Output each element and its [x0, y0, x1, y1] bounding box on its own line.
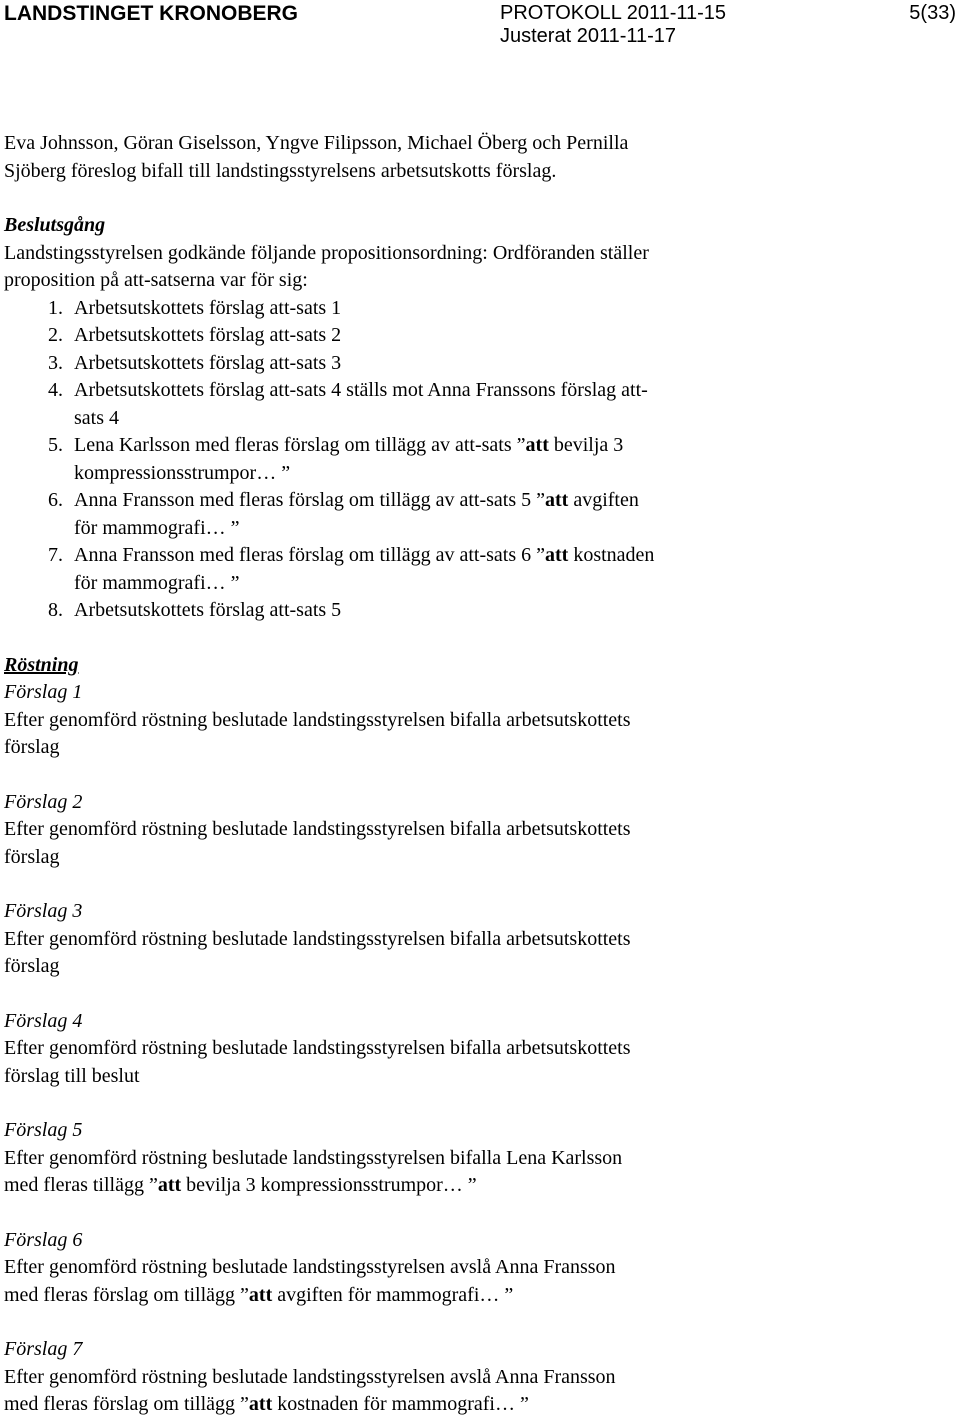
list-number: 2. — [48, 324, 63, 346]
proposal-title: Förslag 3 — [4, 900, 83, 922]
proposal-text-part: med fleras förslag om tillägg ” — [4, 1393, 249, 1415]
proposal-text-part: avgiften för mammografi… ” — [272, 1283, 514, 1306]
list-text: Arbetsutskottets förslag att-sats 3 — [74, 351, 342, 374]
intro-line: Sjöberg föreslog bifall till landstingsstyrelsens arbetsutskotts förslag. — [4, 159, 557, 182]
list-text: bevilja 3 — [548, 434, 624, 456]
att-keyword: att — [157, 1174, 182, 1196]
list-text: för mammografi… ” — [74, 516, 240, 539]
proposal-text: Efter genomförd röstning beslutade landstingsstyrelsen bifalla Lena Karlsson — [4, 1146, 623, 1169]
proposal-title: Förslag 5 — [4, 1119, 83, 1141]
intro-line: Eva Johnsson, Göran Giselsson, Yngve Filipsson, Michael Öberg och Pernilla — [4, 132, 629, 154]
list-item — [4, 597, 954, 625]
proposal-text-part: med fleras tillägg ” — [4, 1174, 158, 1196]
proposal-text — [4, 1282, 954, 1310]
proposal-text: Efter genomförd röstning beslutade landstingsstyrelsen avslå Anna Fransson — [4, 1365, 616, 1388]
list-item — [4, 432, 954, 487]
list-item — [4, 295, 954, 323]
proposal-text: Efter genomförd röstning beslutade landstingsstyrelsen bifalla arbetsutskottets — [4, 927, 631, 950]
list-item — [4, 542, 954, 597]
rostning-heading: Röstning — [4, 653, 79, 676]
proposal-title: Förslag 7 — [4, 1338, 83, 1360]
list-item — [4, 322, 954, 350]
proposal-text — [4, 1391, 954, 1419]
list-number: 1. — [48, 296, 63, 319]
list-text: för mammografi… ” — [74, 571, 240, 594]
proposal-text — [4, 1172, 954, 1200]
att-keyword: att — [248, 1393, 273, 1415]
proposal-text-part: bevilja 3 kompressionsstrumpor… ” — [181, 1174, 477, 1196]
proposal-text: förslag till beslut — [4, 1064, 140, 1087]
list-text: kompressionsstrumpor… ” — [74, 461, 291, 484]
proposal-text-part: med fleras förslag om tillägg ” — [4, 1283, 249, 1306]
list-text: Anna Fransson med fleras förslag om tillägg av att-sats 6 ” — [74, 544, 545, 566]
proposal-text: Efter genomförd röstning beslutade landstingsstyrelsen bifalla arbetsutskottets — [4, 708, 631, 731]
beslutsgang-text: proposition på att-satserna var för sig: — [4, 269, 308, 291]
list-number: 7. — [48, 544, 63, 566]
beslutsgang-text: Landstingsstyrelsen godkände följande propositionsordning: Ordföranden ställer — [4, 241, 649, 264]
proposal-text: förslag — [4, 845, 60, 868]
document-body — [4, 130, 954, 1419]
proposal-text: Efter genomförd röstning beslutade landstingsstyrelsen avslå Anna Fransson — [4, 1256, 616, 1278]
proposal-text-part: kostnaden för mammografi… ” — [272, 1393, 529, 1415]
page-header — [0, 0, 960, 50]
list-number: 5. — [48, 434, 63, 456]
page-number: 5(33) — [909, 2, 956, 24]
att-keyword: att — [248, 1283, 273, 1306]
proposition-list — [4, 295, 954, 625]
att-keyword: att — [545, 489, 569, 511]
list-item — [4, 377, 954, 432]
proposal-title: Förslag 1 — [4, 681, 83, 703]
list-text: Arbetsutskottets förslag att-sats 1 — [74, 296, 342, 319]
list-number: 6. — [48, 489, 63, 511]
proposal-title: Förslag 6 — [4, 1228, 83, 1251]
list-number: 3. — [48, 351, 63, 374]
list-item — [4, 487, 954, 542]
list-text: Anna Fransson med fleras förslag om tillägg av att-sats 5 ” — [74, 489, 545, 511]
list-text: avgiften — [568, 489, 639, 511]
att-keyword: att — [525, 434, 549, 456]
list-text: Arbetsutskottets förslag att-sats 4 ställs mot Anna Franssons förslag att- — [74, 379, 648, 401]
list-text: Arbetsutskottets förslag att-sats 5 — [74, 599, 342, 621]
protocol-date: PROTOKOLL 2011-11-15 — [500, 2, 727, 24]
organization-name: LANDSTINGET KRONOBERG — [4, 2, 298, 25]
proposal-text: förslag — [4, 955, 60, 977]
proposal-text: förslag — [4, 736, 60, 758]
att-keyword: att — [545, 544, 569, 566]
list-text: kostnaden — [568, 544, 655, 566]
list-text: Arbetsutskottets förslag att-sats 2 — [74, 324, 342, 346]
beslutsgang-heading: Beslutsgång — [4, 214, 106, 236]
list-item — [4, 350, 954, 378]
list-text: Lena Karlsson med fleras förslag om tillägg av att-sats ” — [74, 434, 526, 456]
list-number: 8. — [48, 599, 63, 621]
proposal-title: Förslag 2 — [4, 790, 83, 813]
list-number: 4. — [48, 379, 63, 401]
proposal-text: Efter genomförd röstning beslutade landstingsstyrelsen bifalla arbetsutskottets — [4, 818, 631, 840]
adjusted-date: Justerat 2011-11-17 — [500, 25, 677, 47]
proposal-text: Efter genomförd röstning beslutade landstingsstyrelsen bifalla arbetsutskottets — [4, 1037, 631, 1059]
proposal-title: Förslag 4 — [4, 1009, 83, 1032]
list-text: sats 4 — [74, 406, 119, 429]
